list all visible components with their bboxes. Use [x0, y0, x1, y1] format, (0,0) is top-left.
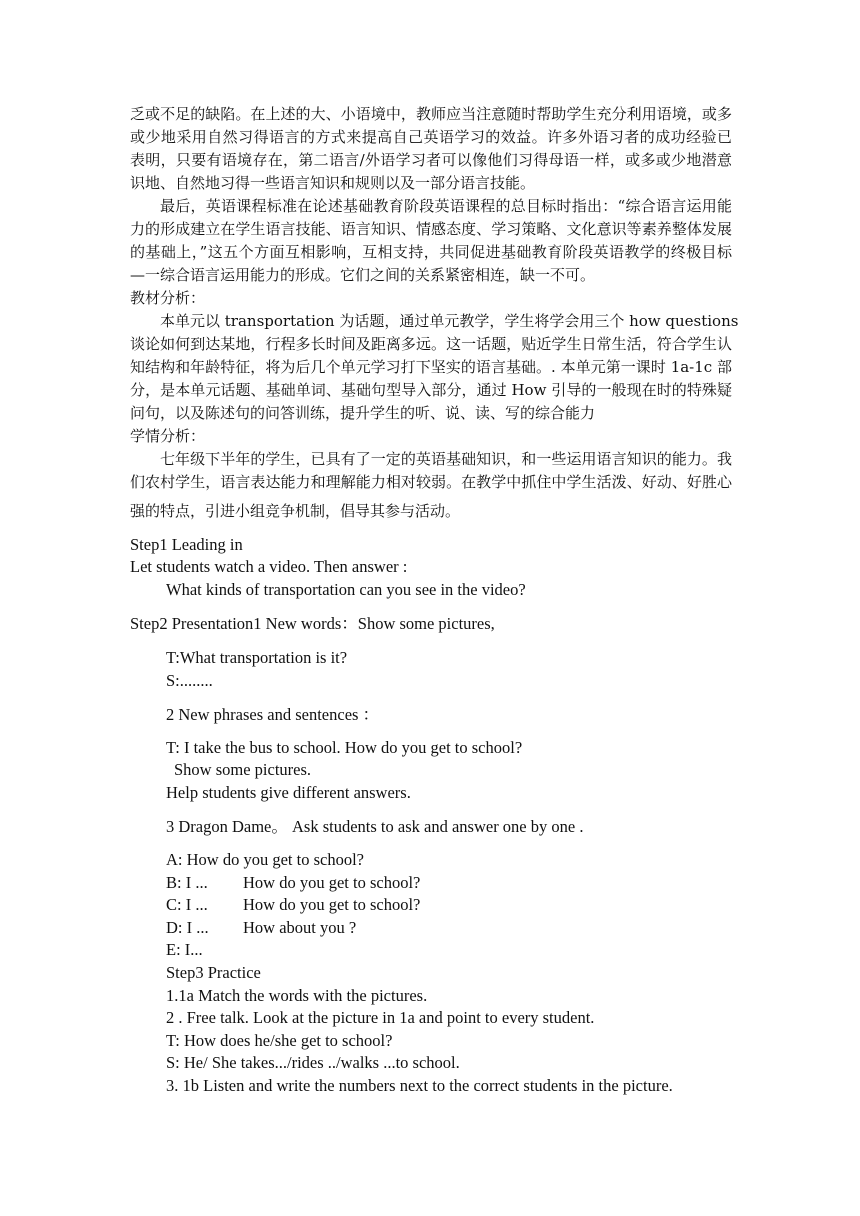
paragraph-2-line-2: 力的形成建立在学生语言技能、语言知识、情感态度、学习策略、文化意识等素养整体发展 — [130, 220, 732, 238]
paragraph-1-line-3: 表明，只要有语境存在，第二语言/外语学习者可以像他们习得母语一样，或多或少地潜意 — [130, 151, 732, 169]
paragraph-4-line-2: 们农村学生，语言表达能力和理解能力相对较弱。在教学中抓住中学生活泼、好动、好胜心 — [130, 473, 732, 491]
step2-subheading-dragon: 3 Dragon Dame。 Ask students to ask and answer one by one . — [166, 817, 584, 836]
dialogue-line-c-reply: How do you get to school? — [243, 895, 421, 914]
step1-title: Step1 Leading in — [130, 535, 243, 554]
paragraph-1-line-1: 乏或不足的缺陷。在上述的大、小语境中，教师应当注意随时帮助学生充分利用语境，或多 — [130, 105, 732, 123]
step1-question: What kinds of transportation can you see in the video? — [166, 580, 526, 599]
dialogue-line-b-reply: How do you get to school? — [243, 873, 421, 892]
step2-show-pictures: Show some pictures. — [174, 760, 312, 779]
step2-subheading-phrases: 2 New phrases and sentences ： — [166, 705, 380, 724]
dialogue-line-c: C: I ... — [166, 895, 208, 914]
step3-line-4: S: He/ She takes.../rides ../walks ...to school. — [166, 1053, 460, 1072]
paragraph-3-line-1: 本单元以 transportation 为话题，通过单元教学，学生将学会用三个 how questions — [160, 312, 739, 330]
step2-help-students: Help students give different answers. — [166, 783, 411, 802]
dialogue-line-d-reply: How about you ? — [243, 918, 357, 937]
paragraph-3-line-5: 问句，以及陈述句的问答训练，提升学生的听、说、读、写的综合能力 — [130, 404, 596, 422]
step3-line-1: 1.1a Match the words with the pictures. — [166, 986, 428, 1005]
paragraph-4-line-3: 强的特点，引进小组竞争机制，倡导其参与活动。 — [130, 502, 461, 520]
step3-title: Step3 Practice — [166, 963, 261, 982]
dialogue-line-d: D: I ... — [166, 918, 209, 937]
heading-materials-analysis: 教材分析： — [130, 289, 206, 307]
paragraph-3-line-4: 分，是本单元话题、基础单词、基础句型导入部分，通过 How 引导的一般现在时的特殊疑 — [130, 381, 732, 399]
paragraph-1-line-4: 识地、自然地习得一些语言知识和规则以及一部分语言技能。 — [130, 174, 536, 192]
step2-title: Step2 Presentation1 New words：Show some pictures, — [130, 614, 495, 633]
paragraph-2-line-1: 最后，英语课程标准在论述基础教育阶段英语课程的总目标时指出：“综合语言运用能 — [160, 197, 732, 215]
step3-line-2: 2 . Free talk. Look at the picture in 1a and point to every student. — [166, 1008, 595, 1027]
step3-line-3: T: How does he/she get to school? — [166, 1031, 393, 1050]
dialogue-line-a: A: How do you get to school? — [166, 850, 364, 869]
step2-teacher-line: T: I take the bus to school. How do you get to school? — [166, 738, 523, 757]
step2-student-answer: S:........ — [166, 671, 213, 690]
paragraph-2-line-3: 的基础上，”这五个方面互相影响，互相支持，共同促进基础教育阶段英语教学的终极目标 — [130, 243, 732, 261]
step2-teacher-question: T:What transportation is it? — [166, 648, 348, 667]
paragraph-3-line-3: 知结构和年龄特征，将为后几个单元学习打下坚实的语言基础。. 本单元第一课时 1a-1c 部 — [130, 358, 732, 376]
paragraph-4-line-1: 七年级下半年的学生，已具有了一定的英语基础知识，和一些运用语言知识的能力。我 — [160, 450, 732, 468]
step1-instruction: Let students watch a video. Then answer : — [130, 557, 408, 576]
dialogue-line-b: B: I ... — [166, 873, 208, 892]
paragraph-3-line-2: 谈论如何到达某地，行程多长时间及距离多远。这一话题，贴近学生日常生活，符合学生认 — [130, 335, 732, 353]
paragraph-2-line-4: —一综合语言运用能力的形成。它们之间的关系紧密相连，缺一不可。 — [130, 266, 596, 284]
step3-line-5: 3. 1b Listen and write the numbers next to the correct students in the picture. — [166, 1076, 673, 1095]
heading-student-analysis: 学情分析： — [130, 427, 206, 445]
dialogue-line-e: E: I... — [166, 940, 203, 959]
paragraph-1-line-2: 或少地采用自然习得语言的方式来提高自己英语学习的效益。许多外语习者的成功经验已 — [130, 128, 732, 146]
